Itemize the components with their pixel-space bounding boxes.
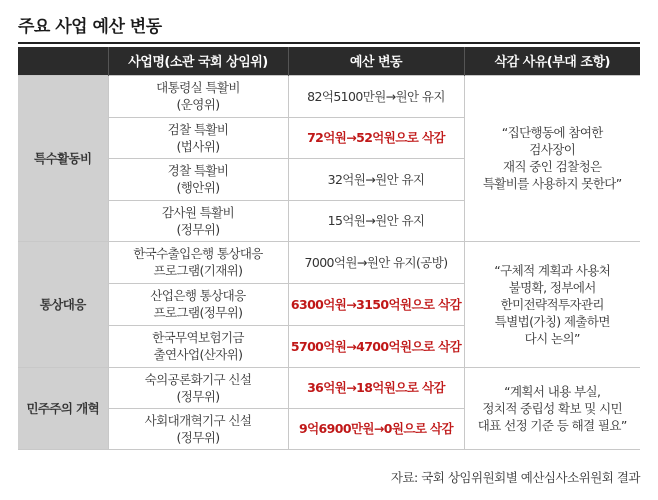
project-name-line: 한국수출입은행 통상대응 — [133, 246, 263, 261]
project-name-cell — [108, 408, 288, 449]
table-row — [18, 241, 640, 283]
budget-cut-cell: 5700억원→4700억원으로 삭감 — [288, 325, 464, 367]
cut-reason-line: “집단행동에 참여한 — [501, 125, 603, 140]
project-name-cell — [108, 325, 288, 367]
budget-change-cell: 32억원→원안 유지 — [288, 158, 464, 200]
project-name-line: 산업은행 통상대응 — [150, 288, 246, 303]
budget-change-cell: 7000억원→원안 유지(공방) — [288, 241, 464, 283]
project-name-cell — [108, 158, 288, 200]
project-name-line: (정무위) — [176, 429, 220, 445]
cut-reason-line: 한미전략적투자관리 — [500, 296, 604, 312]
project-name-line: 출연사업(산자위) — [153, 347, 243, 362]
project-name-line: 검찰 특활비 — [167, 121, 229, 137]
project-name-cell — [108, 283, 288, 325]
project-name-line: (정무위) — [176, 388, 220, 404]
project-name-line: 프로그램(기재위) — [153, 263, 243, 278]
project-name-line: 대통령실 특활비 — [156, 80, 240, 95]
project-name-cell — [108, 117, 288, 158]
project-name-line: (법사위) — [176, 138, 220, 154]
project-name-line: (운영위) — [176, 97, 220, 112]
title-divider — [18, 42, 640, 44]
project-name-line: 프로그램(정무위) — [153, 305, 243, 320]
budget-cut-cell: 36억원→18억원으로 삭감 — [288, 367, 464, 408]
header-cut-reason: 삭감 사유(부대 조항) — [464, 47, 640, 75]
cut-reason-line: 특활비를 사용하지 못한다” — [482, 176, 622, 191]
category-cell: 특수활동비 — [18, 75, 108, 241]
budget-change-cell: 82억5100만원→원안 유지 — [288, 75, 464, 117]
header-category — [18, 47, 108, 75]
cut-reason-line: “구체적 계획과 사용처 — [494, 262, 611, 278]
project-name-line: (행안위) — [176, 180, 220, 195]
budget-change-cell: 15억원→원안 유지 — [288, 200, 464, 241]
budget-cut-cell: 9억6900만원→0원으로 삭감 — [288, 408, 464, 449]
project-name-cell — [108, 367, 288, 408]
project-name-line: 사회대개혁기구 신설 — [144, 412, 252, 428]
project-name-line: 경찰 특활비 — [167, 163, 229, 178]
budget-cut-cell: 72억원→52억원으로 삭감 — [288, 117, 464, 158]
cut-reason-cell — [464, 75, 640, 241]
cut-reason-line: 대표 선정 기준 등 해결 필요” — [477, 417, 627, 433]
page-title: 주요 사업 예산 변동 — [18, 17, 162, 37]
table-row — [18, 75, 640, 117]
cut-reason-line: 정치적 중립성 확보 및 시민 — [482, 400, 623, 416]
table-header-row — [18, 47, 640, 75]
cut-reason-line: 불명확, 정부에서 — [508, 279, 596, 295]
project-name-cell — [108, 241, 288, 283]
category-cell: 민주주의 개혁 — [18, 367, 108, 449]
budget-cut-cell: 6300억원→3150억원으로 삭감 — [288, 283, 464, 325]
cut-reason-line: “계획서 내용 부실, — [504, 383, 601, 399]
project-name-line: 감사원 특활비 — [161, 204, 235, 220]
project-name-cell — [108, 75, 288, 117]
header-budget-change: 예산 변동 — [288, 47, 464, 75]
cut-reason-line: 검사장이 — [529, 142, 576, 157]
cut-reason-cell — [464, 367, 640, 449]
table-row — [18, 367, 640, 408]
cut-reason-line: 다시 논의” — [524, 330, 580, 346]
header-project-name: 사업명(소관 국회 상임위) — [108, 47, 288, 75]
cut-reason-line: 재직 중인 검찰청은 — [502, 159, 602, 174]
project-name-line: 숙의공론화기구 신설 — [144, 371, 252, 387]
source-note: 자료: 국회 상임위원회별 예산심사소위원회 결과 — [390, 470, 640, 485]
project-name-cell — [108, 200, 288, 241]
table-body — [18, 75, 640, 449]
cut-reason-line: 특별법(가칭) 제출하면 — [494, 313, 610, 329]
cut-reason-cell — [464, 241, 640, 367]
category-cell: 통상대응 — [18, 241, 108, 367]
project-name-line: 한국무역보험기금 — [152, 330, 244, 345]
budget-table — [18, 47, 640, 450]
project-name-line: (정무위) — [176, 221, 220, 237]
